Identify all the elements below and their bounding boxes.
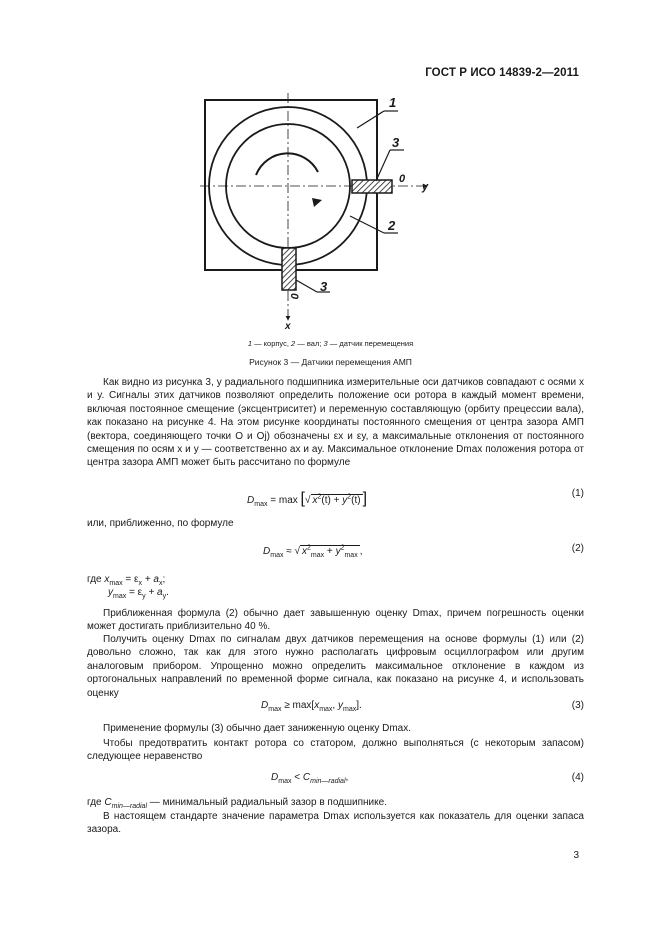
page-number: 3 — [573, 850, 579, 861]
where-block-1: где $x_{max} = \varepsilon_x + a_x$; $y_{max} = \varepsilon_y + a_y$. — [87, 574, 169, 601]
where-block-2: где $C_{min—radial}$ — минимальный радиальный зазор в подшипнике. — [87, 797, 387, 810]
housing — [205, 100, 377, 270]
document-header: ГОСТ Р ИСО 14839-2—2011 — [425, 67, 579, 79]
figure-legend: 1 — корпус, 2 — вал; 3 — датчик перемещения — [247, 339, 414, 348]
figure-label-3-bottom: 3 — [320, 279, 328, 294]
sensor-y — [352, 180, 392, 193]
paragraph-6: В настоящем стандарте значение параметра Dmax используется как показатель для оценки запаса зазора. — [87, 811, 584, 836]
paragraph-5: Чтобы предотвратить контакт ротора со статором, должно выполняться (с некоторым запасом) следующее неравенство — [87, 738, 584, 763]
figure-label-x: x — [285, 321, 291, 332]
equation-1: $D_{max} = \max$ [√ $x^2(t) + y^2(t)$ ] (1) — [247, 488, 584, 508]
paragraph-2: Приближенная формула (2) обычно дает завышенную оценку Dmax, причем погрешность оценки может достигать приблизительно 40 %. — [87, 608, 584, 633]
figure-title: Рисунок 3 — Датчики перемещения АМП — [249, 357, 412, 367]
paragraph-3: Получить оценку Dmax по сигналам двух датчиков перемещения на основе формулы (1) или (2) довольно сложно, так как для этого нужно располагать цифровым осциллографом или другим аналоговым прибором. Упрощенно можно определить максимальное отклонение в каждом из ортогональных направлений по временной форме сигнала, как показано на рисунке 4, и использовать оценку — [87, 634, 584, 699]
figure-label-1: 1 — [389, 95, 397, 110]
sensor-diagram — [0, 0, 661, 340]
paragraph-or: или, приближенно, по формуле — [87, 518, 234, 529]
leader-3-top — [376, 150, 390, 181]
figure-label-0-top: 0 — [399, 173, 406, 185]
figure-label-3-top: 3 — [392, 135, 400, 150]
rotation-arrow — [312, 198, 322, 207]
leader-3-bottom — [296, 280, 317, 292]
sensor-x — [282, 248, 296, 290]
equation-2: $D_{max}$ ≈ √ $x^2_{max} + y^2_{max}$ , (2) — [263, 543, 584, 559]
figure-label-0-bottom: 0 — [288, 293, 300, 300]
figure-label-y: y — [422, 181, 429, 193]
rotation-arc — [256, 153, 318, 175]
leader-2 — [350, 216, 384, 233]
equation-4: $D_{max} < C_{min—radial}$, (4) — [271, 772, 584, 785]
figure-label-2: 2 — [388, 218, 396, 233]
leader-1 — [357, 111, 384, 128]
paragraph-4: Применение формулы (3) обычно дает заниженную оценку Dmax. — [103, 723, 412, 734]
equation-3: $D_{max} \ge \max[x_{max}$, $y_{max}$]. (3) — [261, 700, 584, 713]
paragraph-1: Как видно из рисунка 3, у радиального подшипника измерительные оси датчиков совпадают с осями x и y. Сигналы этих датчиков позволяют определить положение оси ротора в каждый момент времени, включая постоянное смещение (эксцентриситет) и переменную составляющую (орбиту прецессии вала), как показано на рисунке 4. На этом рисунке координаты постоянного смещения от центра зазора АМП (вектора, соединяющего точки O и Oj) обозначены εx и εy, а максимальные отклонения от постоянного смещения по осям x и y — соответственно ax и ay. Максимальное отклонение Dmax положения ротора от центра зазора АМП может быть рассчитано по формуле — [87, 377, 584, 469]
